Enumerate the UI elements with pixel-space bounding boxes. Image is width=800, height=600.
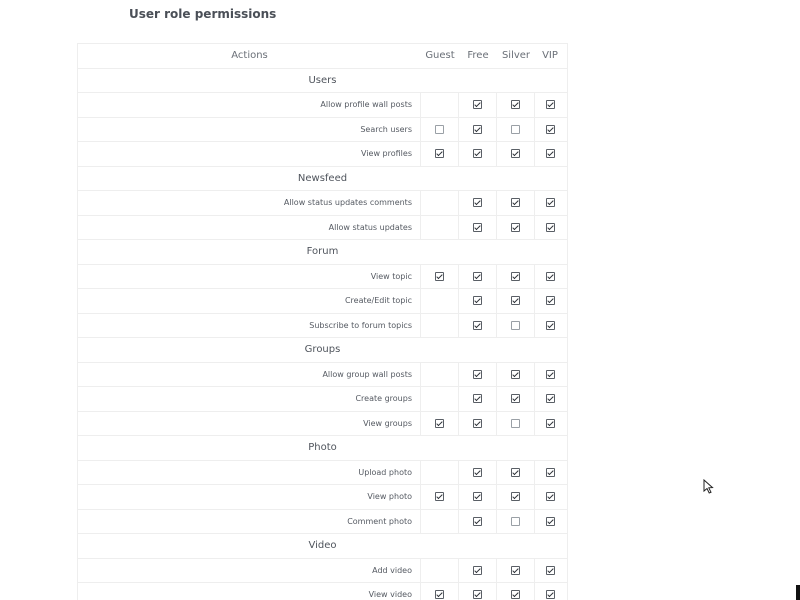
checkbox-checked-icon[interactable]	[473, 149, 482, 158]
checkbox-checked-icon[interactable]	[546, 370, 555, 379]
column-header-actions: Actions	[231, 50, 268, 62]
checkbox-checked-icon[interactable]	[435, 492, 444, 501]
permission-cell-silver	[497, 461, 535, 485]
checkbox-checked-icon[interactable]	[435, 590, 444, 599]
checkbox-checked-icon[interactable]	[546, 321, 555, 330]
section-row-video	[78, 534, 567, 559]
permission-cell-guest	[421, 265, 459, 289]
table-row	[78, 510, 567, 535]
checkbox-checked-icon[interactable]	[546, 223, 555, 232]
checkbox-checked-icon[interactable]	[546, 198, 555, 207]
permission-cell-vip	[535, 387, 565, 411]
checkbox-checked-icon[interactable]	[546, 149, 555, 158]
checkbox-unchecked-icon[interactable]	[435, 125, 444, 134]
checkbox-checked-icon[interactable]	[473, 223, 482, 232]
section-row-users	[78, 69, 567, 94]
checkbox-unchecked-icon[interactable]	[511, 517, 520, 526]
column-header-guest: Guest	[425, 50, 455, 62]
permissions-table	[77, 43, 568, 600]
checkbox-checked-icon[interactable]	[511, 468, 520, 477]
permission-label: Comment photo	[78, 510, 421, 534]
window-edge-fragment	[796, 585, 800, 600]
permission-cell-silver	[497, 387, 535, 411]
checkbox-checked-icon[interactable]	[511, 223, 520, 232]
section-title: Newsfeed	[297, 172, 348, 184]
checkbox-checked-icon[interactable]	[511, 492, 520, 501]
permission-cell-silver	[497, 93, 535, 117]
permission-cell-vip	[535, 265, 565, 289]
permission-cell-free	[459, 583, 497, 600]
checkbox-checked-icon[interactable]	[435, 419, 444, 428]
table-row	[78, 216, 567, 241]
permission-cell-silver	[497, 412, 535, 436]
permission-label: Allow group wall posts	[78, 363, 421, 387]
permission-cell-silver	[497, 289, 535, 313]
table-row	[78, 559, 567, 584]
permission-cell-vip	[535, 583, 565, 600]
checkbox-checked-icon[interactable]	[473, 272, 482, 281]
checkbox-checked-icon[interactable]	[473, 468, 482, 477]
permission-label: Search users	[78, 118, 421, 142]
permission-label: Subscribe to forum topics	[78, 314, 421, 338]
section-title: Photo	[308, 442, 337, 454]
checkbox-checked-icon[interactable]	[473, 517, 482, 526]
permission-cell-vip	[535, 363, 565, 387]
permission-cell-silver	[497, 118, 535, 142]
checkbox-checked-icon[interactable]	[473, 492, 482, 501]
section-row-photo	[78, 436, 567, 461]
section-row-forum	[78, 240, 567, 265]
table-row	[78, 314, 567, 339]
permission-cell-guest	[421, 314, 459, 338]
permission-cell-guest	[421, 142, 459, 166]
permission-label: Upload photo	[78, 461, 421, 485]
checkbox-checked-icon[interactable]	[511, 100, 520, 109]
checkbox-unchecked-icon[interactable]	[511, 321, 520, 330]
checkbox-checked-icon[interactable]	[511, 296, 520, 305]
column-header-free: Free	[467, 50, 489, 62]
table-row	[78, 118, 567, 143]
permission-label: Allow status updates comments	[78, 191, 421, 215]
checkbox-checked-icon[interactable]	[511, 149, 520, 158]
checkbox-checked-icon[interactable]	[473, 125, 482, 134]
checkbox-checked-icon[interactable]	[473, 419, 482, 428]
checkbox-checked-icon[interactable]	[546, 272, 555, 281]
permission-cell-guest	[421, 559, 459, 583]
permission-cell-free	[459, 93, 497, 117]
permission-label: Create/Edit topic	[78, 289, 421, 313]
permission-cell-vip	[535, 142, 565, 166]
permission-cell-free	[459, 191, 497, 215]
permission-cell-silver	[497, 142, 535, 166]
permission-cell-free	[459, 118, 497, 142]
section-row-newsfeed	[78, 167, 567, 192]
table-header-row	[78, 44, 567, 69]
checkbox-checked-icon[interactable]	[546, 468, 555, 477]
table-row	[78, 142, 567, 167]
permission-label: View topic	[78, 265, 421, 289]
checkbox-checked-icon[interactable]	[511, 370, 520, 379]
checkbox-checked-icon[interactable]	[546, 590, 555, 599]
permission-cell-silver	[497, 559, 535, 583]
checkbox-checked-icon[interactable]	[435, 272, 444, 281]
column-header-vip: VIP	[542, 50, 558, 62]
permission-cell-guest	[421, 583, 459, 600]
checkbox-checked-icon[interactable]	[473, 100, 482, 109]
table-row	[78, 265, 567, 290]
permission-cell-vip	[535, 93, 565, 117]
checkbox-checked-icon[interactable]	[473, 370, 482, 379]
table-row	[78, 363, 567, 388]
table-row	[78, 93, 567, 118]
permission-cell-free	[459, 314, 497, 338]
checkbox-checked-icon[interactable]	[511, 566, 520, 575]
permission-cell-guest	[421, 363, 459, 387]
page-title: User role permissions	[129, 7, 277, 21]
permission-label: Create groups	[78, 387, 421, 411]
checkbox-checked-icon[interactable]	[473, 590, 482, 599]
checkbox-checked-icon[interactable]	[546, 394, 555, 403]
permission-cell-guest	[421, 216, 459, 240]
permission-label: Allow profile wall posts	[78, 93, 421, 117]
permission-cell-free	[459, 485, 497, 509]
table-row	[78, 289, 567, 314]
permission-cell-guest	[421, 412, 459, 436]
checkbox-checked-icon[interactable]	[473, 296, 482, 305]
permission-label: Add video	[78, 559, 421, 583]
permission-cell-guest	[421, 510, 459, 534]
checkbox-checked-icon[interactable]	[511, 394, 520, 403]
permission-cell-guest	[421, 485, 459, 509]
permission-cell-free	[459, 461, 497, 485]
permission-cell-free	[459, 363, 497, 387]
table-row	[78, 387, 567, 412]
permission-cell-silver	[497, 314, 535, 338]
permission-label: View profiles	[78, 142, 421, 166]
checkbox-checked-icon[interactable]	[546, 517, 555, 526]
permission-cell-silver	[497, 485, 535, 509]
checkbox-checked-icon[interactable]	[546, 100, 555, 109]
checkbox-checked-icon[interactable]	[546, 125, 555, 134]
checkbox-checked-icon[interactable]	[511, 590, 520, 599]
permission-cell-free	[459, 142, 497, 166]
section-title: Users	[308, 74, 337, 86]
permission-cell-vip	[535, 412, 565, 436]
permission-label: View video	[78, 583, 421, 600]
checkbox-checked-icon[interactable]	[546, 296, 555, 305]
permission-label: View groups	[78, 412, 421, 436]
checkbox-unchecked-icon[interactable]	[511, 125, 520, 134]
section-title: Video	[308, 540, 337, 552]
column-header-silver: Silver	[501, 50, 531, 62]
permission-cell-guest	[421, 93, 459, 117]
checkbox-checked-icon[interactable]	[435, 149, 444, 158]
permission-cell-vip	[535, 191, 565, 215]
checkbox-checked-icon[interactable]	[473, 394, 482, 403]
permission-cell-guest	[421, 387, 459, 411]
permission-cell-free	[459, 289, 497, 313]
checkbox-unchecked-icon[interactable]	[511, 419, 520, 428]
section-row-groups	[78, 338, 567, 363]
permission-cell-vip	[535, 216, 565, 240]
permission-cell-vip	[535, 559, 565, 583]
permission-cell-vip	[535, 461, 565, 485]
permission-cell-silver	[497, 510, 535, 534]
permission-cell-guest	[421, 118, 459, 142]
permission-cell-free	[459, 387, 497, 411]
permission-cell-vip	[535, 118, 565, 142]
table-row	[78, 412, 567, 437]
section-title: Forum	[306, 246, 339, 258]
permission-label: Allow status updates	[78, 216, 421, 240]
permission-cell-guest	[421, 289, 459, 313]
permission-cell-silver	[497, 191, 535, 215]
permission-cell-guest	[421, 461, 459, 485]
checkbox-checked-icon[interactable]	[511, 272, 520, 281]
permission-cell-silver	[497, 265, 535, 289]
table-row	[78, 191, 567, 216]
checkbox-checked-icon[interactable]	[546, 492, 555, 501]
permission-cell-free	[459, 412, 497, 436]
permission-cell-guest	[421, 191, 459, 215]
permission-cell-vip	[535, 485, 565, 509]
permission-cell-silver	[497, 583, 535, 600]
table-row	[78, 583, 567, 600]
checkbox-checked-icon[interactable]	[546, 566, 555, 575]
permission-cell-silver	[497, 216, 535, 240]
checkbox-checked-icon[interactable]	[546, 419, 555, 428]
checkbox-checked-icon[interactable]	[473, 198, 482, 207]
permission-cell-vip	[535, 314, 565, 338]
table-row	[78, 461, 567, 486]
permission-label: View photo	[78, 485, 421, 509]
checkbox-checked-icon[interactable]	[473, 321, 482, 330]
permission-cell-free	[459, 510, 497, 534]
permission-cell-free	[459, 559, 497, 583]
permission-cell-free	[459, 265, 497, 289]
mouse-pointer-icon	[703, 479, 715, 495]
table-row	[78, 485, 567, 510]
permission-cell-vip	[535, 510, 565, 534]
section-title: Groups	[304, 344, 341, 356]
permission-cell-silver	[497, 363, 535, 387]
checkbox-checked-icon[interactable]	[473, 566, 482, 575]
checkbox-checked-icon[interactable]	[511, 198, 520, 207]
permission-cell-vip	[535, 289, 565, 313]
permission-cell-free	[459, 216, 497, 240]
